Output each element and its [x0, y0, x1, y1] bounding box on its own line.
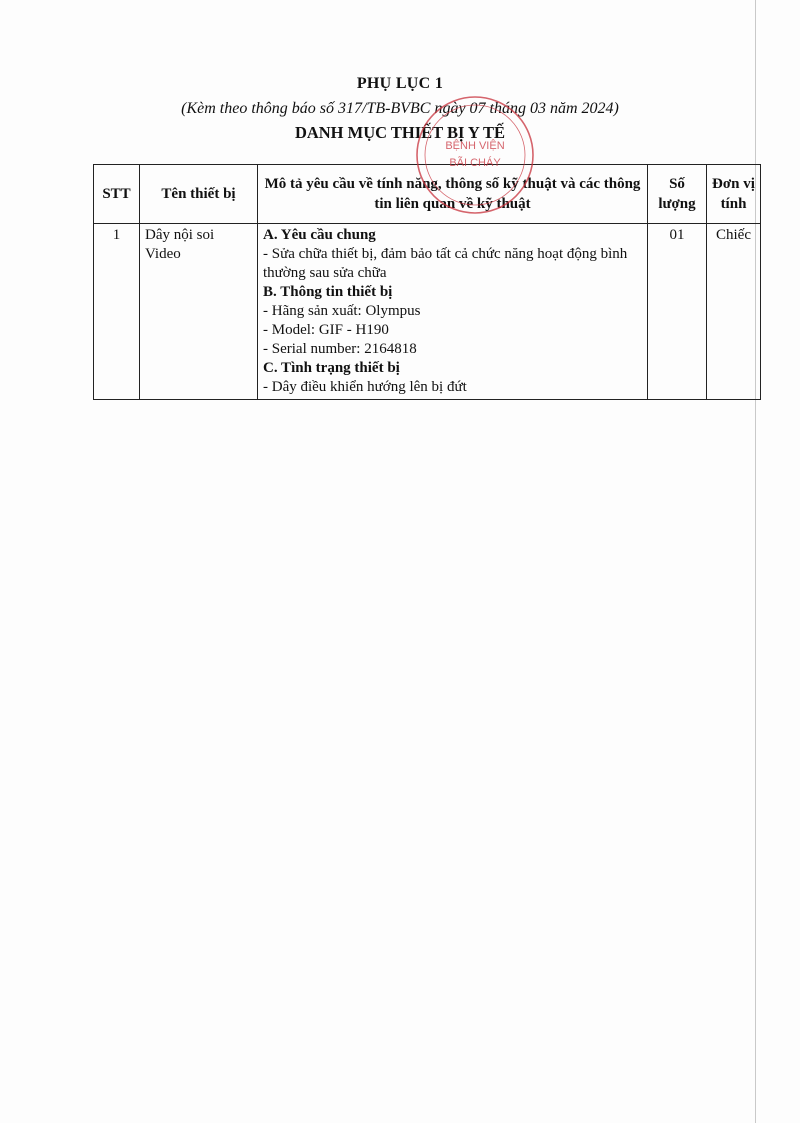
- column-header-unit: Đơn vị tính: [707, 165, 761, 224]
- section-a-line: - Sửa chữa thiết bị, đảm bảo tất cả chức năng hoạt động bình thường sau sửa chữa: [263, 246, 628, 281]
- condition-line: - Dây điều khiển hướng lên bị đứt: [263, 379, 467, 395]
- column-header-stt: STT: [94, 165, 140, 224]
- equipment-list-title: DANH MỤC THIẾT BỊ Y TẾ: [294, 123, 506, 142]
- cell-stt: 1: [94, 224, 140, 400]
- section-a-heading: A. Yêu cầu chung: [263, 227, 376, 243]
- cell-quantity: 01: [648, 224, 707, 400]
- cell-unit: Chiếc: [707, 224, 761, 400]
- serial-number-line: - Serial number: 2164818: [263, 341, 417, 357]
- stamp-line-2: BÃI CHÁY: [449, 157, 501, 169]
- model-line: - Model: GIF - H190: [263, 322, 389, 338]
- section-c-heading: C. Tình trạng thiết bị: [263, 360, 400, 376]
- table-header-row: [94, 165, 761, 224]
- column-header-description: Mô tả yêu cầu về tính năng, thông số kỹ thuật và các thông tin liên quan về kỹ thuật: [258, 165, 648, 224]
- table-row: [94, 224, 761, 400]
- manufacturer-line: - Hãng sản xuất: Olympus: [263, 303, 421, 319]
- cell-description: [258, 224, 648, 400]
- equipment-table: [93, 164, 761, 400]
- column-header-name: Tên thiết bị: [140, 165, 258, 224]
- document-subtitle: (Kèm theo thông báo số 317/TB-BVBC ngày 07 tháng 03 năm 2024): [181, 100, 619, 117]
- section-b-heading: B. Thông tin thiết bị: [263, 284, 393, 300]
- cell-device-name: Dây nội soi Video: [140, 224, 258, 400]
- stamp-line-1: BỆNH VIỆN: [445, 140, 505, 152]
- appendix-title: PHỤ LỤC 1: [356, 75, 444, 92]
- column-header-quantity: Số lượng: [648, 165, 707, 224]
